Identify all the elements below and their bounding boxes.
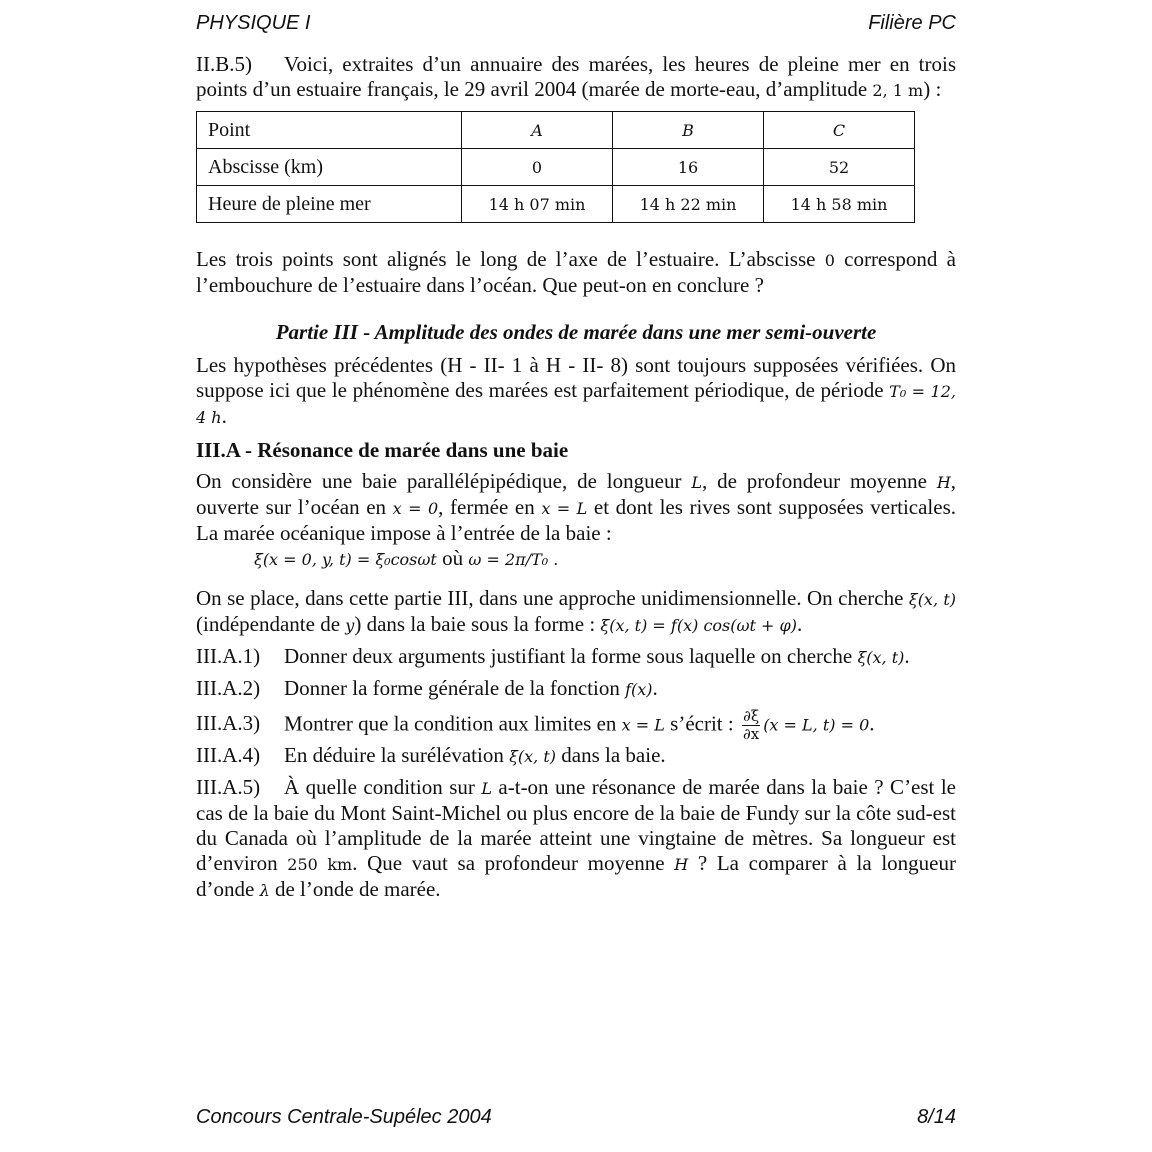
question-IIIA1 bbox=[196, 644, 956, 670]
math-form: ξ(x, t) = f(x) cos(ωt + φ) bbox=[600, 616, 797, 635]
paragraph-text: On se place, dans cette partie III, dans une approche unidimensionnelle. On cherche bbox=[196, 586, 909, 610]
paragraph-text: Les trois points sont alignés le long de l’axe de l’estuaire. L’abscisse bbox=[196, 247, 825, 271]
footer-contest: Concours Centrale-Supélec 2004 bbox=[196, 1106, 492, 1128]
paragraph-text: . bbox=[221, 404, 227, 428]
math-period: T₀ = 12, 4 h bbox=[196, 382, 956, 427]
boundary-equation bbox=[254, 546, 956, 572]
table-row bbox=[197, 112, 915, 149]
table-cell: 14 h 07 min bbox=[462, 186, 613, 223]
partial-derivative bbox=[742, 708, 760, 743]
baie-paragraph bbox=[196, 469, 956, 546]
table-cell: C bbox=[764, 112, 915, 149]
paragraph-text: , ouverte sur l’océan en bbox=[196, 469, 957, 519]
question-label: III.A.1) bbox=[196, 644, 261, 668]
question-text: de l’onde de marée. bbox=[269, 877, 441, 901]
question-text-end: dans la baie. bbox=[556, 743, 666, 767]
table-cell: 16 bbox=[613, 149, 764, 186]
question-IIIA2 bbox=[196, 676, 956, 702]
paragraph-text: . bbox=[796, 612, 803, 636]
section-title: Partie III - Amplitude des ondes de marée dans une mer semi-ouverte bbox=[275, 320, 877, 344]
table-cell: A bbox=[462, 112, 613, 149]
amplitude-value: 2, 1 m bbox=[872, 81, 924, 100]
math-xi: ξ(x, t) bbox=[908, 590, 957, 609]
question-text: Donner deux arguments justifiant la forme sous laquelle on cherche bbox=[284, 644, 858, 668]
approach-paragraph bbox=[196, 586, 956, 638]
subsection-title: III.A - Résonance de marée dans une baie bbox=[196, 438, 569, 462]
question-text-end: ) : bbox=[923, 77, 942, 101]
length-value: 250 km bbox=[287, 855, 353, 874]
question-text: a-t-on une résonance de marée dans la baie ? C’est le cas de la baie du Mont Saint-Michel ou plus encore de la baie de Fundy sur la côte sud-est du Canada où l’amplitude de la marée atteint une vingtaine de mètres. Sa longueur est d’environ bbox=[196, 775, 957, 875]
table-cell: 0 bbox=[462, 149, 613, 186]
math-xL: x = L bbox=[621, 715, 665, 735]
math-f: f(x) bbox=[625, 680, 653, 699]
question-text-end: . bbox=[904, 644, 910, 668]
math-L: L bbox=[691, 473, 702, 492]
fraction-numerator: ∂ξ bbox=[743, 707, 760, 725]
question-text: . Que vaut sa profondeur moyenne bbox=[352, 851, 675, 875]
equation-connector: où bbox=[436, 546, 469, 570]
math-H: H bbox=[936, 473, 951, 492]
question-IIIA4 bbox=[196, 743, 956, 769]
intro-paragraph bbox=[196, 353, 956, 430]
row-head: Abscisse (km) bbox=[197, 149, 462, 186]
math-xL: x = L bbox=[541, 499, 588, 518]
paragraph-text: Les hypothèses précédentes (H - II- 1 à H - II- 8) sont toujours supposées vérifiées. On suppose ici que le phénomène des marées est parfaitement périodique, de période bbox=[196, 353, 956, 402]
paragraph-text: , fermée en bbox=[438, 495, 542, 519]
math-condition: (x = L, t) = 0 bbox=[763, 715, 870, 735]
question-label: II.B.5) bbox=[196, 52, 252, 76]
page bbox=[196, 0, 956, 1152]
paragraph-text: , de profondeur moyenne bbox=[701, 469, 937, 493]
fraction-denominator: ∂x bbox=[742, 725, 760, 743]
table-cell: 14 h 58 min bbox=[764, 186, 915, 223]
spacer bbox=[196, 572, 956, 586]
question-text: ? La comparer à la longueur d’onde bbox=[196, 851, 956, 901]
question-text: Donner la forme générale de la fonction bbox=[284, 676, 626, 700]
question-text: Montrer que la condition aux limites en bbox=[284, 711, 622, 736]
question-IIIA3 bbox=[196, 708, 956, 743]
header-track: Filière PC bbox=[868, 12, 956, 34]
row-head: Point bbox=[197, 112, 462, 149]
math-y: y bbox=[345, 616, 355, 635]
row-head: Heure de pleine mer bbox=[197, 186, 462, 223]
math-zero: 0 bbox=[824, 251, 835, 270]
page-body bbox=[196, 52, 956, 903]
math-L: L bbox=[481, 779, 492, 798]
math-H: H bbox=[674, 855, 689, 874]
question-text-end: . bbox=[869, 711, 875, 736]
equation-rhs: ω = 2π/T₀ . bbox=[468, 550, 559, 569]
table-cell: 52 bbox=[764, 149, 915, 186]
question-label: III.A.5) bbox=[196, 775, 261, 799]
question-text: En déduire la surélévation bbox=[284, 743, 510, 767]
math-xi: ξ(x, t) bbox=[857, 648, 905, 667]
question-label: III.A.3) bbox=[196, 711, 261, 736]
question-IIIA5 bbox=[196, 775, 956, 903]
paragraph-text: ) dans la baie sous la forme : bbox=[354, 612, 601, 636]
header-subject: PHYSIQUE I bbox=[196, 12, 311, 34]
table-row bbox=[197, 186, 915, 223]
table-row bbox=[197, 149, 915, 186]
conclusion-paragraph bbox=[196, 247, 956, 298]
tide-table bbox=[196, 111, 915, 223]
question-text: À quelle condition sur bbox=[284, 775, 482, 799]
math-lambda: λ bbox=[259, 881, 270, 900]
question-label: III.A.2) bbox=[196, 676, 261, 700]
question-label: III.A.4) bbox=[196, 743, 261, 767]
question-text: s’écrit : bbox=[664, 711, 739, 736]
paragraph-text: On considère une baie parallélépipédique, de longueur bbox=[196, 469, 692, 493]
paragraph-text: (indépendante de bbox=[196, 612, 346, 636]
question-IIB5 bbox=[196, 52, 956, 103]
math-xi: ξ(x, t) bbox=[509, 747, 557, 766]
math-x0: x = 0 bbox=[392, 499, 439, 518]
paragraph-text: correspond à l’embouchure de l’estuaire dans l’océan. Que peut-on en conclure ? bbox=[196, 247, 956, 297]
table-cell: 14 h 22 min bbox=[613, 186, 764, 223]
question-text-end: . bbox=[652, 676, 658, 700]
paragraph-text: et dont les rives sont supposées verticales. La marée océanique impose à l’entrée de la baie : bbox=[196, 495, 957, 545]
page-number: 8/14 bbox=[917, 1106, 956, 1128]
table-cell: B bbox=[613, 112, 764, 149]
question-text: Voici, extraites d’un annuaire des marées, les heures de pleine mer en trois points d’un estuaire français, le 29 avril 2004 (marée de morte-eau, d’amplitude bbox=[196, 52, 956, 101]
equation-lhs: ξ(x = 0, y, t) = ξ₀cosωt bbox=[254, 550, 437, 569]
